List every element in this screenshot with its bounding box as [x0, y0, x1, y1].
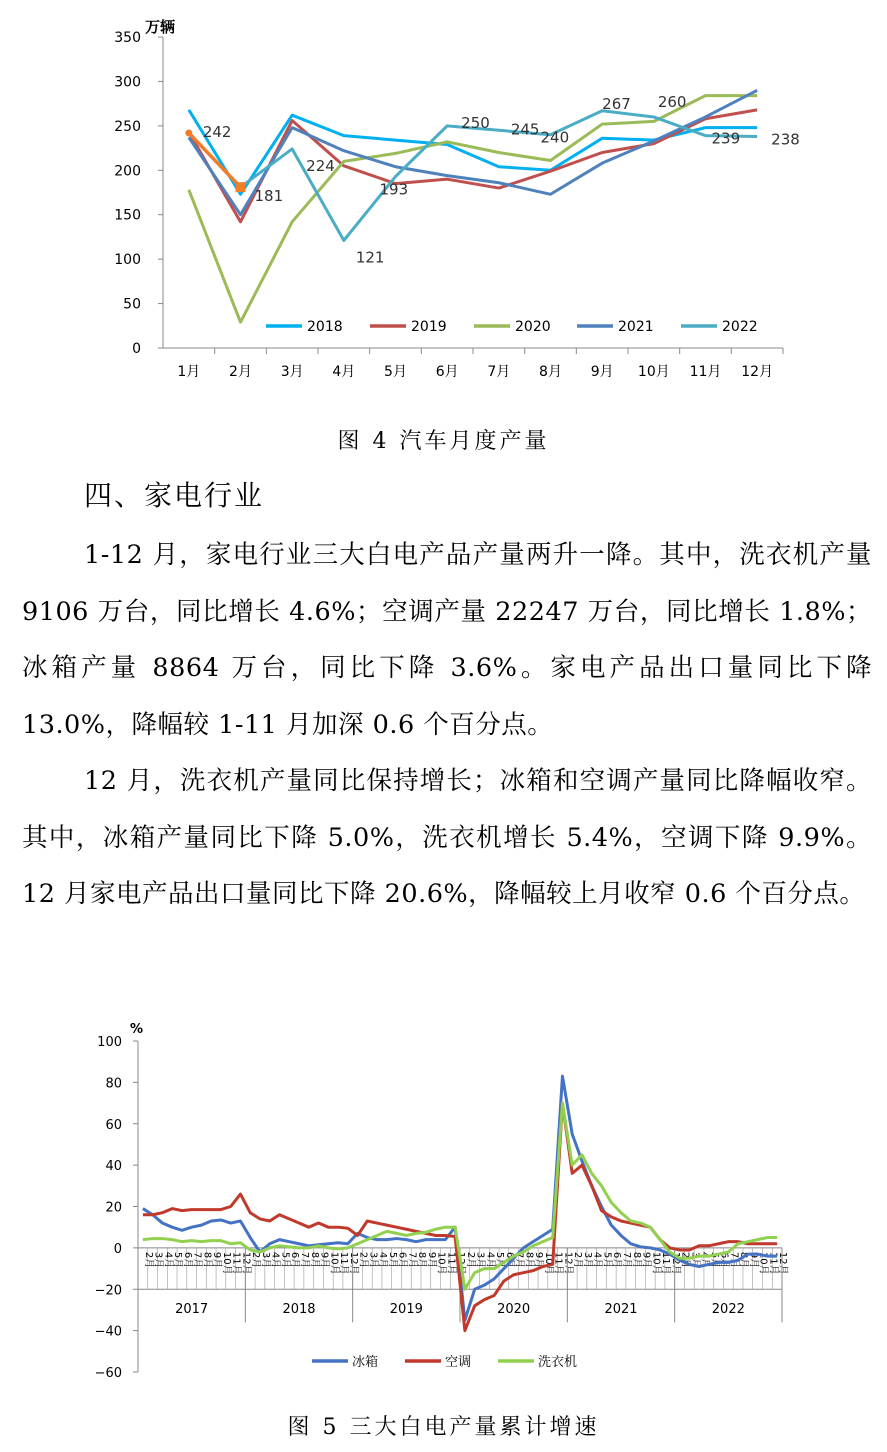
chart2-y-tick-label: 80 — [105, 1076, 122, 1092]
chart2-month-label: 12月 — [562, 1251, 574, 1275]
legend-label-2020: 2020 — [515, 319, 551, 335]
chart2-month-label: 9月 — [533, 1251, 545, 1269]
chart2-y-tick-label: 60 — [105, 1117, 122, 1133]
chart2-month-label: 11月 — [445, 1251, 457, 1275]
chart2-month-label: 11月 — [338, 1251, 350, 1275]
chart1-x-tick-label: 7月 — [487, 364, 511, 380]
chart2-month-label: 7月 — [406, 1251, 418, 1269]
appliance-growth-chart — [0, 1015, 887, 1395]
chart2-month-label: 9月 — [747, 1251, 759, 1269]
chart1-data-label: 181 — [254, 187, 284, 206]
chart1-data-label: 260 — [657, 92, 687, 111]
chart2-month-label: 10月 — [650, 1251, 662, 1275]
chart1-x-tick-label: 1月 — [177, 364, 201, 380]
chart2-month-label: 7月 — [621, 1251, 632, 1269]
chart2-month-label: 7月 — [191, 1251, 203, 1269]
chart2-month-label: 2月 — [679, 1251, 691, 1269]
chart1-x-tick-label: 12月 — [741, 364, 774, 380]
chart2-month-label: 5月 — [494, 1251, 506, 1269]
figure4-caption: 图 4 汽车月度产量 — [337, 429, 550, 454]
chart2-month-label: 3月 — [152, 1251, 164, 1269]
chart2-month-label: 11月 — [660, 1251, 672, 1275]
auto-output-chart — [0, 0, 887, 410]
chart2-month-label: 8月 — [630, 1251, 642, 1269]
paragraph-1 — [22, 527, 872, 753]
chart2-y-tick-label: −20 — [94, 1283, 122, 1299]
chart2-month-label: 3月 — [581, 1251, 593, 1269]
chart1-x-tick-label: 3月 — [280, 364, 304, 380]
legend-label-洗衣机: 洗衣机 — [538, 1355, 578, 1370]
chart1-x-tick-label: 11月 — [689, 364, 722, 380]
chart2-year-label: 2022 — [711, 1301, 745, 1317]
legend-label-空调: 空调 — [445, 1355, 472, 1370]
chart2-month-label: 3月 — [689, 1251, 701, 1269]
chart1-x-tick-label: 9月 — [590, 364, 614, 380]
chart2-month-label: 4月 — [377, 1251, 389, 1269]
chart2-y-tick-label: −40 — [94, 1324, 122, 1340]
chart2-month-label: 11月 — [767, 1251, 779, 1275]
chart2-month-label: 10月 — [328, 1251, 340, 1275]
chart2-month-label: 12月 — [777, 1251, 789, 1275]
chart2-month-label: 7月 — [728, 1251, 740, 1269]
chart2-y-tick-label: 20 — [105, 1200, 122, 1216]
legend-label-冰箱: 冰箱 — [352, 1355, 379, 1370]
chart2-month-label: 8月 — [523, 1251, 535, 1269]
chart2-y-tick-label: 40 — [105, 1159, 122, 1175]
chart2-month-label: 5月 — [386, 1251, 398, 1269]
chart2-month-label: 3月 — [474, 1251, 486, 1269]
figure5-caption: 图 5 三大白电产量累计增速 — [287, 1415, 600, 1440]
chart1-y-tick-label: 250 — [114, 118, 141, 135]
chart1-data-label: 224 — [306, 156, 335, 175]
chart2-month-label: 4月 — [591, 1251, 603, 1269]
legend-label-2021: 2021 — [618, 319, 654, 335]
chart1-data-label: 193 — [379, 180, 409, 199]
chart1-data-label: 267 — [602, 94, 631, 113]
chart2-month-label: 12月 — [347, 1251, 359, 1275]
chart2-month-label: 5月 — [172, 1251, 184, 1269]
chart2-month-label: 9月 — [211, 1251, 223, 1269]
chart2-month-label: 10月 — [435, 1251, 447, 1275]
chart1-x-tick-label: 10月 — [637, 364, 670, 380]
chart1-y-tick-label: 0 — [132, 341, 141, 357]
chart2-y-tick-label: 100 — [97, 1035, 122, 1050]
series-line-空调 — [143, 1103, 777, 1331]
chart2-month-label: 6月 — [181, 1251, 193, 1269]
chart2-month-label: 6月 — [289, 1251, 301, 1269]
chart2-month-label: 9月 — [318, 1251, 330, 1269]
chart2-month-label: 12月 — [455, 1251, 467, 1275]
chart2-month-label: 7月 — [299, 1251, 310, 1269]
chart2-month-label: 11月 — [230, 1251, 242, 1275]
chart2-month-label: 12月 — [240, 1251, 252, 1275]
chart2-month-label: 2月 — [250, 1251, 262, 1269]
chart2-legend — [312, 1354, 577, 1370]
highlight-point — [236, 182, 246, 192]
chart1-y-tick-label: 150 — [114, 207, 141, 224]
chart2-lines — [143, 1076, 777, 1330]
chart1-y-tick-label: 200 — [114, 163, 141, 180]
chart2-month-label: 3月 — [259, 1251, 271, 1269]
chart2-month-label: 2月 — [572, 1251, 584, 1269]
chart2-y-tick-label: 0 — [113, 1241, 122, 1257]
chart2-month-label: 4月 — [699, 1251, 711, 1269]
legend-label-2019: 2019 — [411, 319, 447, 335]
chart2-axes — [95, 1035, 790, 1381]
chart2-month-label: 5月 — [279, 1251, 291, 1269]
chart1-y-tick-label: 50 — [123, 296, 141, 313]
section-heading: 四、家电行业 — [84, 479, 265, 512]
chart1-data-label: 245 — [510, 120, 540, 139]
chart2-month-label: 2月 — [142, 1251, 154, 1269]
chart1-y-tick-label: 300 — [114, 74, 141, 91]
chart1-x-tick-label: 2月 — [229, 364, 252, 380]
chart2-month-label: 9月 — [425, 1251, 437, 1269]
chart2-month-label: 8月 — [416, 1251, 428, 1269]
highlight-point — [185, 129, 192, 136]
chart2-month-label: 2月 — [464, 1251, 476, 1269]
paragraph-1-text: 1-12 月，家电行业三大白电产品产量两升一降。其中，洗衣机产量 9106 万台，同比增长 4.6%；空调产量 22247 万台，同比增长 1.8%；冰箱产量 8864 万台，同比下降 3.6%。家电产品出口量同比下降 13.0%，降幅较 1-11 月加深 0.6 个百分点。 — [22, 540, 872, 740]
chart2-month-label: 10月 — [757, 1251, 769, 1275]
chart2-month-label: 3月 — [367, 1251, 379, 1269]
chart2-y-unit: % — [130, 1022, 144, 1037]
chart2-month-label: 8月 — [308, 1251, 320, 1269]
chart2-month-label: 6月 — [718, 1251, 730, 1269]
chart1-data-label: 240 — [540, 128, 570, 147]
chart2-month-label: 4月 — [162, 1251, 174, 1269]
chart1-legend — [266, 319, 758, 335]
chart2-year-label: 2018 — [282, 1301, 316, 1317]
chart2-year-label: 2021 — [604, 1301, 638, 1317]
chart1-y-tick-label: 350 — [114, 30, 141, 46]
legend-label-2022: 2022 — [722, 319, 758, 335]
chart2-month-label: 5月 — [601, 1251, 613, 1269]
chart1-x-tick-label: 6月 — [435, 364, 459, 380]
chart1-x-tick-label: 4月 — [332, 364, 356, 380]
chart1-y-unit: 万辆 — [145, 18, 176, 36]
chart2-month-label: 4月 — [269, 1251, 281, 1269]
chart2-month-label: 7月 — [513, 1251, 525, 1269]
chart2-month-label: 12月 — [669, 1251, 681, 1275]
chart2-month-label: 4月 — [484, 1251, 496, 1269]
chart2-month-label: 8月 — [201, 1251, 213, 1269]
chart2-year-label: 2020 — [497, 1301, 531, 1317]
chart1-data-label: 250 — [461, 113, 490, 132]
chart2-month-label: 5月 — [708, 1251, 720, 1269]
chart2-month-label: 8月 — [738, 1251, 750, 1269]
paragraph-2 — [22, 753, 872, 923]
chart1-x-tick-label: 5月 — [384, 364, 407, 380]
legend-label-2018: 2018 — [307, 319, 343, 335]
chart2-month-label: 10月 — [542, 1251, 554, 1275]
chart1-data-label: 121 — [355, 248, 385, 267]
chart1-x-tick-label: 8月 — [539, 364, 562, 380]
chart2-year-label: 2019 — [389, 1301, 423, 1317]
chart1-data-label: 238 — [771, 130, 800, 149]
chart1-data-label: 239 — [711, 129, 741, 148]
paragraph-2-text: 12 月，洗衣机产量同比保持增长；冰箱和空调产量同比降幅收窄。其中，冰箱产量同比下降 5.0%，洗衣机增长 5.4%，空调下降 9.9%。12 月家电产品出口量同比下降 20.6%，降幅较上月收窄 0.6 个百分点。 — [22, 766, 872, 909]
chart1-data-label: 242 — [202, 122, 232, 141]
chart2-month-label: 6月 — [503, 1251, 515, 1269]
chart2-y-tick-label: −60 — [94, 1366, 122, 1381]
chart2-year-label: 2017 — [175, 1301, 209, 1317]
chart2-month-label: 2月 — [357, 1251, 369, 1269]
chart2-month-label: 11月 — [552, 1251, 564, 1275]
chart2-month-label: 6月 — [396, 1251, 408, 1269]
chart1-y-tick-label: 100 — [114, 252, 141, 269]
chart2-month-label: 6月 — [611, 1251, 623, 1269]
chart2-month-label: 9月 — [640, 1251, 652, 1269]
chart2-month-label: 10月 — [220, 1251, 232, 1275]
